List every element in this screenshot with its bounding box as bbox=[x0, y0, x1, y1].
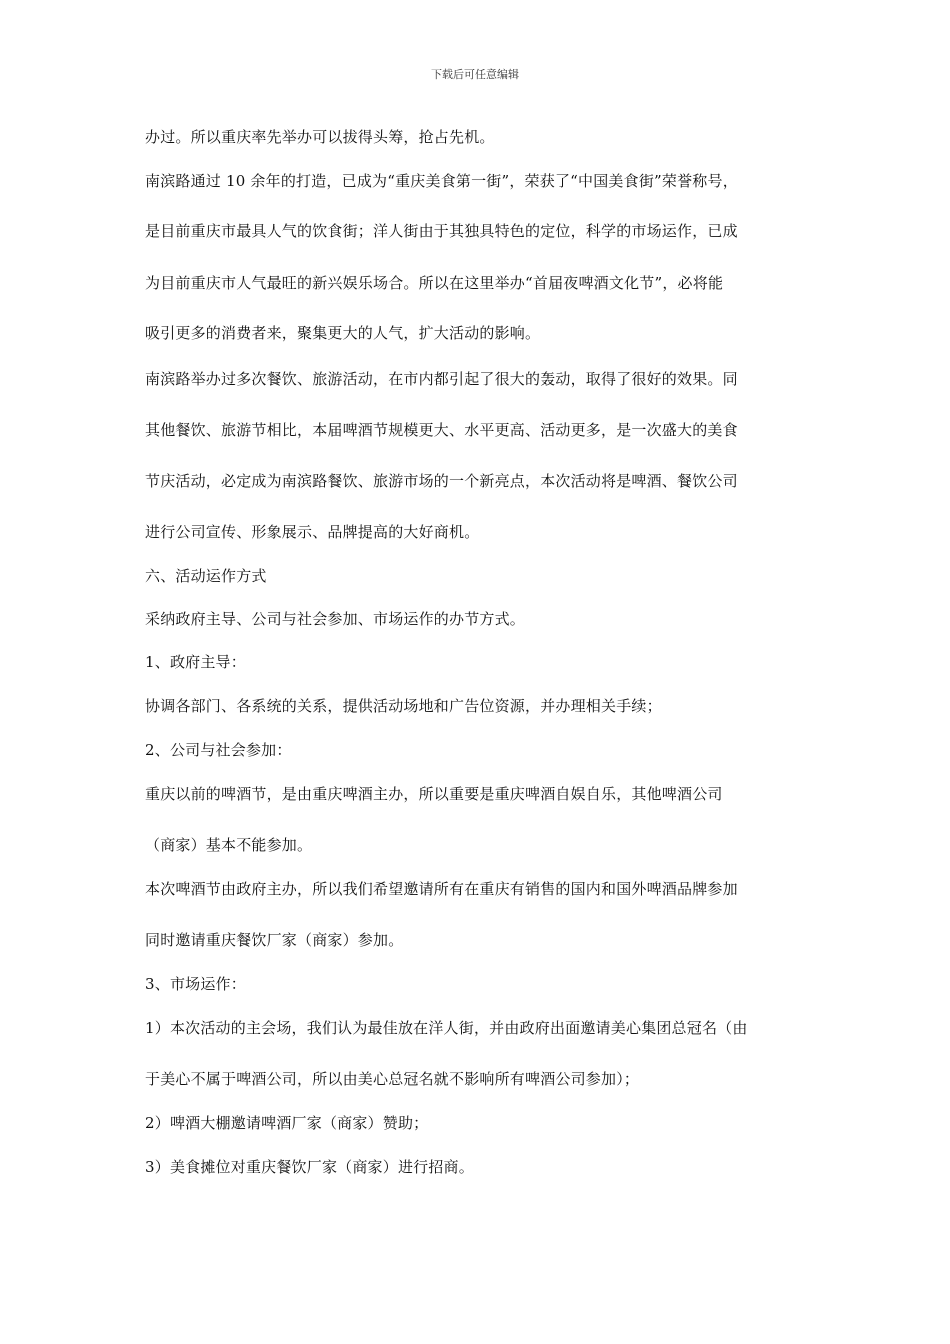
paragraph-line: 采纳政府主导、公司与社会参加、市场运作的办节方式。 bbox=[145, 610, 526, 628]
subsection-heading: 3、市场运作： bbox=[145, 975, 246, 993]
list-item: 2）啤酒大棚邀请啤酒厂家（商家）赞助； bbox=[145, 1114, 429, 1132]
paragraph-line: （商家）基本不能参加。 bbox=[145, 836, 313, 854]
paragraph-line: 重庆以前的啤酒节，是由重庆啤酒主办，所以重要是重庆啤酒自娱自乐，其他啤酒公司 bbox=[145, 785, 723, 803]
paragraph-line: 其他餐饮、旅游节相比，本届啤酒节规模更大、水平更高、活动更多，是一次盛大的美食 bbox=[145, 421, 738, 439]
subsection-heading: 1、政府主导： bbox=[145, 653, 246, 671]
paragraph-line: 为目前重庆市人气最旺的新兴娱乐场合。所以在这里举办“首届夜啤酒文化节”，必将能 bbox=[145, 274, 724, 292]
paragraph-line: 办过。所以重庆率先举办可以拔得头筹，抢占先机。 bbox=[145, 128, 495, 146]
paragraph-line: 是目前重庆市最具人气的饮食街；洋人街由于其独具特色的定位，科学的市场运作，已成 bbox=[145, 222, 738, 240]
page-header: 下载后可任意编辑 bbox=[431, 68, 519, 81]
list-item: 1）本次活动的主会场，我们认为最佳放在洋人街，并由政府出面邀请美心集团总冠名（由 bbox=[145, 1019, 748, 1037]
paragraph-line: 吸引更多的消费者来，聚集更大的人气，扩大活动的影响。 bbox=[145, 324, 541, 342]
paragraph-line: 南滨路举办过多次餐饮、旅游活动，在市内都引起了很大的轰动，取得了很好的效果。同 bbox=[145, 370, 738, 388]
list-item: 3）美食摊位对重庆餐饮厂家（商家）进行招商。 bbox=[145, 1158, 474, 1176]
paragraph-line: 协调各部门、各系统的关系，提供活动场地和广告位资源，并办理相关手续； bbox=[145, 697, 662, 715]
paragraph-line: 本次啤酒节由政府主办，所以我们希望邀请所有在重庆有销售的国内和国外啤酒品牌参加 bbox=[145, 880, 738, 898]
paragraph-line: 南滨路通过 10 余年的打造，已成为“重庆美食第一街”，荣获了“中国美食街”荣誉称号， bbox=[145, 172, 738, 190]
paragraph-line: 节庆活动，必定成为南滨路餐饮、旅游市场的一个新亮点，本次活动将是啤酒、餐饮公司 bbox=[145, 472, 738, 490]
paragraph-line: 同时邀请重庆餐饮厂家（商家）参加。 bbox=[145, 931, 404, 949]
subsection-heading: 2、公司与社会参加： bbox=[145, 741, 292, 759]
list-item-continuation: 于美心不属于啤酒公司，所以由美心总冠名就不影响所有啤酒公司参加）； bbox=[145, 1070, 640, 1088]
paragraph-line: 进行公司宣传、形象展示、品牌提高的大好商机。 bbox=[145, 523, 480, 541]
section-heading: 六、活动运作方式 bbox=[145, 567, 267, 585]
